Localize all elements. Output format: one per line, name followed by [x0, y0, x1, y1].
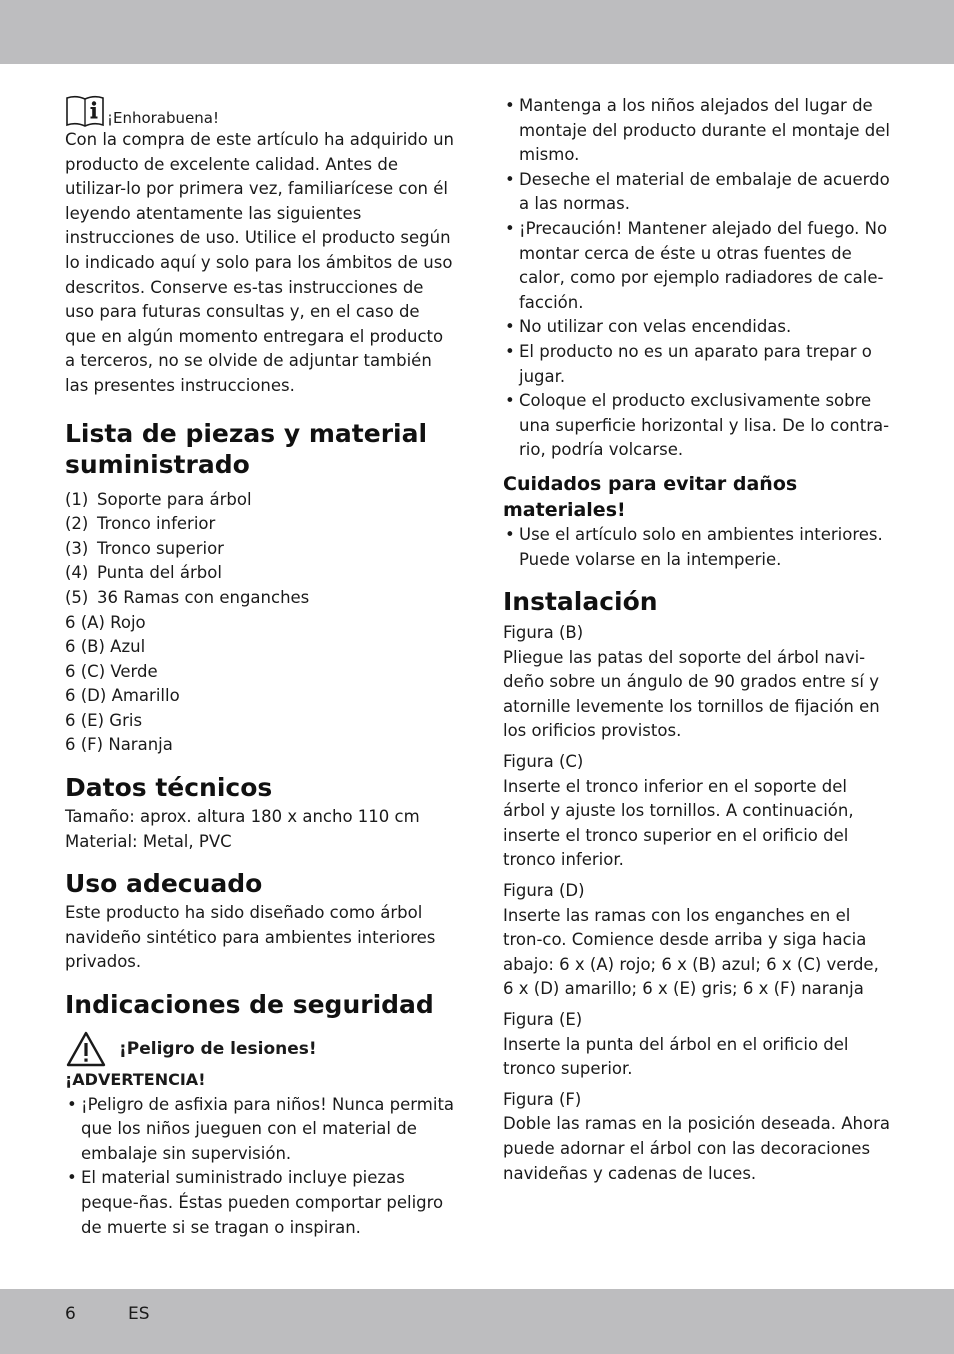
damage-heading: Cuidados para evitar daños materiales! [503, 472, 798, 521]
safety-heading: Indicaciones de seguridad [65, 990, 434, 1020]
greeting: ¡Enhorabuena! [107, 109, 220, 127]
tech-heading: Datos técnicos [65, 773, 273, 803]
header-bar [0, 0, 954, 64]
list-item: 6 (D) Amarillo [65, 686, 180, 706]
right-column [503, 94, 893, 1186]
list-item: 6 (B) Azul [65, 637, 146, 657]
installation-heading: Instalación [503, 587, 658, 617]
intro-text: Con la compra de este artículo ha adquirido un producto de excelente calidad. Antes de utilizar-lo por primera vez, familiarícese con él leyendo atentamente las siguientes instrucciones de uso. Utilice el producto según lo indicado aquí y solo para los ámbitos de uso descritos. Conserve es-tas instrucciones de uso para futuras consultas y, en el caso de que en algún momento entregara el producto a terceros, no se olvide de adjuntar también las presentes instrucciones. [65, 130, 455, 395]
left-column [65, 94, 455, 1240]
list-item: • Use el artículo solo en ambientes interiores. Puede volarse en la intemperie. [503, 523, 893, 572]
tech-material: Material: Metal, PVC [65, 831, 232, 851]
step-text: Doble las ramas en la posición deseada. Ahora puede adornar el árbol con las decoraciones navideñas y cadenas de luces. [503, 1114, 891, 1183]
danger-label: ¡Peligro de lesiones! [119, 1038, 317, 1059]
install-step [503, 1088, 893, 1186]
list-item: 6 (A) Rojo [65, 612, 146, 632]
intro-header [65, 94, 455, 128]
language-code: ES [128, 1304, 150, 1324]
usage-heading: Uso adecuado [65, 869, 263, 899]
safety-bullets-left [65, 1093, 455, 1241]
figure-label: Figura (D) [503, 881, 585, 901]
install-step [503, 750, 893, 873]
figure-label: Figura (B) [503, 623, 584, 643]
list-item: • Coloque el producto exclusivamente sobre una superficie horizontal y lisa. De lo contra-rio, podría volcarse. [503, 389, 893, 463]
danger-header [65, 1030, 455, 1068]
step-text: Inserte el tronco inferior en el soporte del árbol y ajuste los tornillos. A continuación, inserte el tronco superior en el orificio del tronco inferior. [503, 776, 854, 870]
figure-label: Figura (F) [503, 1089, 582, 1109]
step-text: Inserte la punta del árbol en el orificio del tronco superior. [503, 1034, 849, 1079]
install-step [503, 621, 893, 744]
list-item: (2) Tronco inferior [65, 514, 216, 534]
list-item: • El producto no es un aparato para trepar o jugar. [503, 340, 893, 389]
list-item: 6 (F) Naranja [65, 735, 173, 755]
page-number: 6 [65, 1304, 76, 1324]
list-item: (4) Punta del árbol [65, 563, 222, 583]
install-step [503, 879, 893, 1002]
warning-label: ¡ADVERTENCIA! [65, 1070, 206, 1090]
safety-bullets-right [503, 94, 893, 463]
list-item: • El material suministrado incluye piezas peque-ñas. Éstas pueden comportar peligro de muerte si se tragan o inspiran. [65, 1166, 455, 1240]
list-item: • ¡Peligro de asfixia para niños! Nunca permita que los niños jueguen con el material de embalaje sin supervisión. [65, 1093, 455, 1167]
damage-bullets [503, 523, 893, 572]
figure-label: Figura (C) [503, 752, 584, 772]
list-item: • Deseche el material de embalaje de acuerdo a las normas. [503, 168, 893, 217]
info-book-icon [65, 94, 105, 128]
list-item: (3) Tronco superior [65, 538, 224, 558]
parts-list [65, 488, 455, 611]
list-item: • No utilizar con velas encendidas. [503, 315, 893, 340]
list-item: 6 (C) Verde [65, 661, 158, 681]
step-text: Pliegue las patas del soporte del árbol navi-deño sobre un ángulo de 90 grados entre sí y atornille levemente los tornillos de fijación en los orificios provistos. [503, 647, 880, 741]
install-step [503, 1008, 893, 1082]
list-item: (1) Soporte para árbol [65, 489, 252, 509]
list-item: (5) 36 Ramas con enganches [65, 587, 310, 607]
parts-heading: Lista de piezas y material suministrado [65, 418, 428, 479]
tech-size: Tamaño: aprox. altura 180 x ancho 110 cm [65, 807, 420, 827]
color-list [65, 611, 455, 759]
list-item: • Mantenga a los niños alejados del lugar de montaje del producto durante el montaje del mismo. [503, 94, 893, 168]
step-text: Inserte las ramas con los enganches en el tron-co. Comience desde arriba y siga hacia abajo: 6 x (A) rojo; 6 x (B) azul; 6 x (C) verde, 6 x (D) amarillo; 6 x (E) gris; 6 x (F) naranja [503, 905, 879, 999]
figure-label: Figura (E) [503, 1010, 583, 1029]
list-item: • ¡Precaución! Mantener alejado del fuego. No montar cerca de éste u otras fuentes de calor, como por ejemplo radiadores de cale-facción. [503, 217, 893, 315]
warning-triangle-icon [65, 1030, 107, 1068]
list-item: 6 (E) Gris [65, 710, 143, 730]
usage-text: Este producto ha sido diseñado como árbol navideño sintético para ambientes interiores privados. [65, 903, 436, 972]
